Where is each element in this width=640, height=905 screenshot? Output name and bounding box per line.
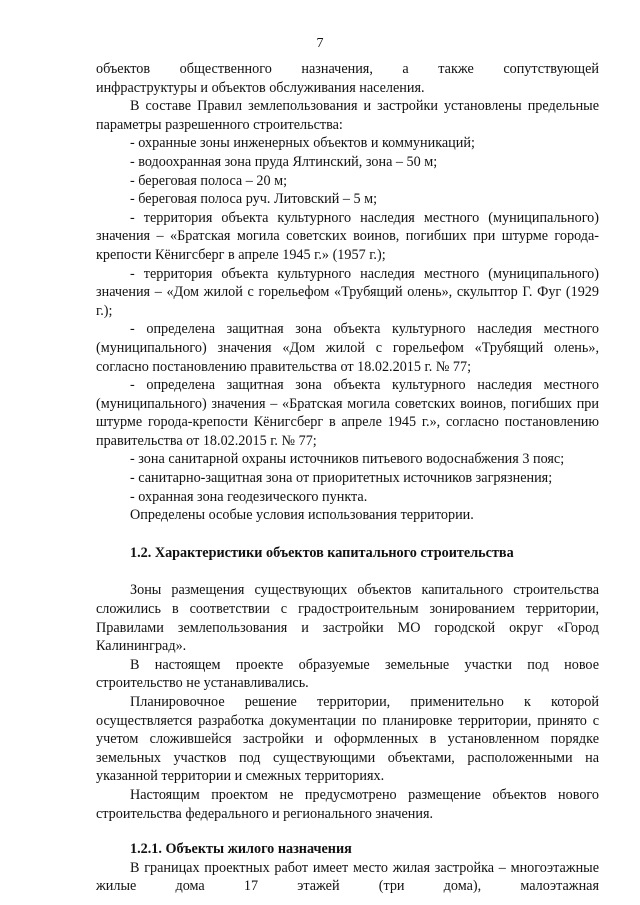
body-paragraph: В границах проектных работ имеет место жилая застройка – многоэтажные жилые дома 17 этажей (три дома), малоэтажная (96, 859, 599, 895)
body-paragraph: В настоящем проекте образуемые земельные участки под новое строительство не устанавливались. (96, 656, 599, 692)
continuation-line: объектов общественного назначения, а также сопутствующей (96, 61, 599, 77)
list-item: - определена защитная зона объекта культурного наследия местного (муниципального) значения «Дом жилой с горельефом «Трубящий олень», согласно постановлению правительства от 18.02.2015 г. № 77; (96, 321, 599, 375)
list-item: - территория объекта культурного наследия местного (муниципального) значения – «Братская могила советских воинов, погибших при штурме города-крепости Кёнигсберг в апреле 1945 г.» (1957 г.); (96, 209, 599, 263)
page-number: 7 (316, 36, 324, 51)
spacer (96, 562, 599, 581)
list-item: - определена защитная зона объекта культурного наследия местного (муниципального) значения – «Братская могила советских воинов, погибших при штурме города-крепости Кёнигсберг в апреле 1945 г.», согласно постановлению правительства от 18.02.2015 г. № 77; (96, 377, 599, 449)
list-item: - водоохранная зона пруда Ялтинский, зона – 50 м; (130, 153, 438, 170)
body-paragraph: Зоны размещения существующих объектов капитального строительства сложились в соответствии с градостроительным зонированием территории, Правилами землепользования и застройки МО городской округ «Город Калининград». (96, 582, 599, 655)
rules-list (96, 134, 599, 506)
rules-intro-paragraph: В составе Правил землепользования и застройки установлены предельные параметры разрешенного строительства: (96, 98, 599, 133)
list-item: - береговая полоса – 20 м; (130, 172, 288, 189)
body-paragraph: Планировочное решение территории, применительно к которой осуществляется разработка документации по планировке территории, принято с учетом сложившейся застройки и оформленных в установленном порядке земельных участков под существующими объектами, расположенными на указанной территории и смежных территориях. (96, 694, 599, 785)
spacer (96, 525, 599, 544)
list-item: - охранная зона геодезического пункта. (130, 488, 368, 505)
list-item: - береговая полоса руч. Литовский – 5 м; (130, 191, 378, 208)
spacer (96, 823, 599, 840)
section-heading: 1.2. Характеристики объектов капитального строительства (130, 544, 514, 561)
rules-closing-paragraph: Определены особые условия использования территории. (130, 507, 474, 524)
body-paragraph: Настоящим проектом не предусмотрено размещение объектов нового строительства федерального и регионального значения. (96, 786, 599, 822)
list-item: - санитарно-защитная зона от приоритетных источников загрязнения; (130, 470, 553, 487)
document-body (96, 60, 599, 896)
list-item: - зона санитарной охраны источников питьевого водоснабжения 3 пояс; (130, 451, 565, 468)
list-item: - территория объекта культурного наследия местного (муниципального) значения – «Дом жилой с горельефом «Трубящий олень», скульптор Г. Фуг (1929 г.); (96, 265, 599, 319)
list-item: - охранные зоны инженерных объектов и коммуникаций; (130, 135, 475, 152)
subsection-heading: 1.2.1. Объекты жилого назначения (130, 841, 352, 858)
continuation-line: инфраструктуры и объектов обслуживания населения. (96, 79, 425, 96)
